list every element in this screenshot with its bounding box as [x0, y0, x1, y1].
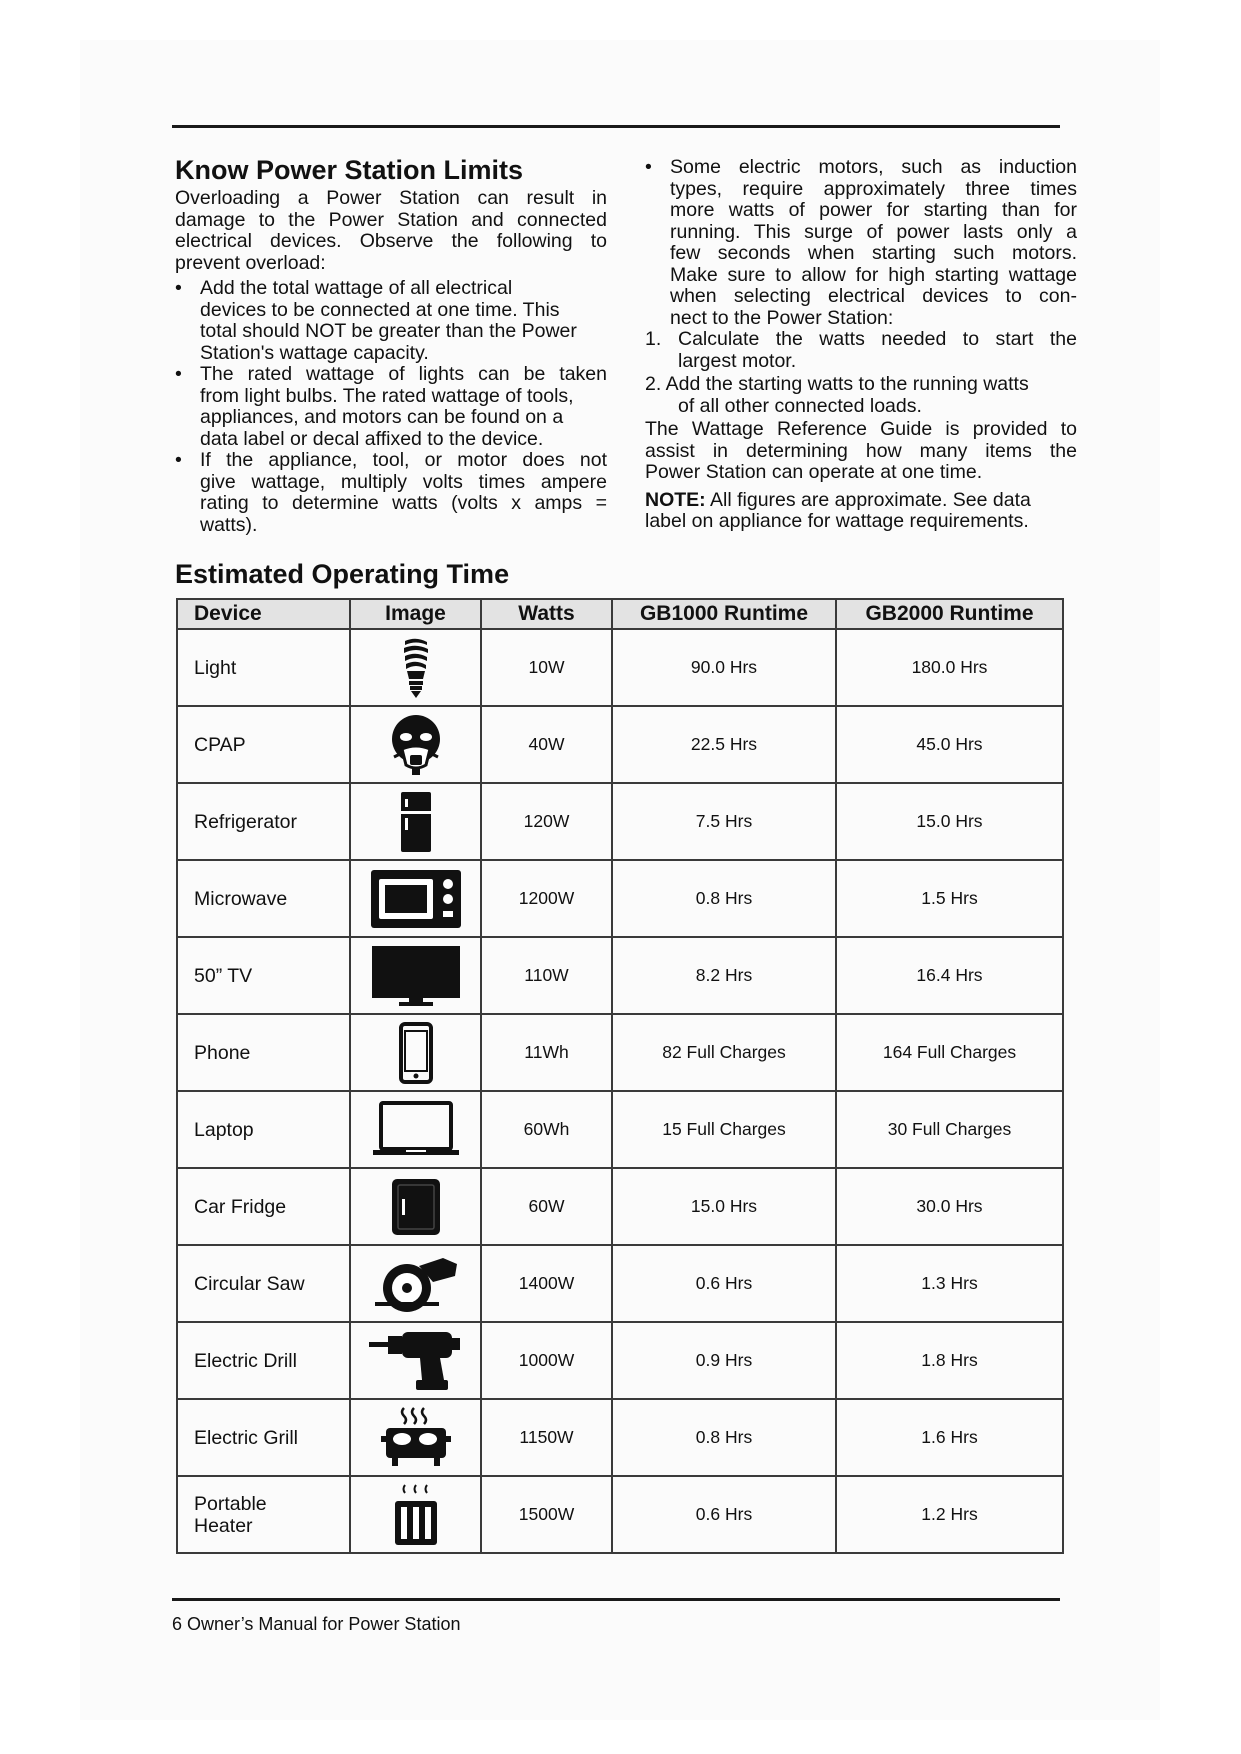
note-paragraph: [645, 490, 1077, 533]
text-line: The rated wattage of lights can be taken: [200, 363, 607, 385]
text-line: more watts of power for starting than for: [670, 199, 1077, 221]
device-image: [350, 1091, 481, 1168]
table-row: [177, 1245, 1063, 1322]
text-line: Make sure to allow for high starting wattage: [670, 263, 1077, 286]
car-fridge-icon: [390, 1177, 442, 1237]
text-line: All figures are approximate. See data: [705, 488, 1031, 511]
device-name: Refrigerator: [177, 783, 350, 860]
gb1000-runtime-cell: 0.8 Hrs: [612, 1399, 836, 1476]
table-row: [177, 706, 1063, 783]
text-line: Station's wattage capacity.: [200, 341, 429, 364]
table-row: [177, 860, 1063, 937]
watts-cell: 110W: [481, 937, 612, 1014]
watts-cell: 120W: [481, 783, 612, 860]
watts-cell: 10W: [481, 629, 612, 706]
table-row: [177, 1168, 1063, 1245]
table-row: [177, 1476, 1063, 1553]
device-image: [350, 1322, 481, 1399]
device-name: [177, 1476, 350, 1553]
text-line: from light bulbs. The rated wattage of tools,: [200, 384, 574, 407]
bullet-volts-times-amps: [175, 450, 607, 536]
gb2000-runtime-cell: 180.0 Hrs: [836, 629, 1063, 706]
table-header-row: [177, 599, 1063, 629]
device-name: Microwave: [177, 860, 350, 937]
step-number: 1.: [645, 328, 662, 350]
watts-cell: 1500W: [481, 1476, 612, 1553]
text-line: give wattage, multiply volts times ampere: [200, 470, 607, 493]
device-name: Circular Saw: [177, 1245, 350, 1322]
gb1000-runtime-cell: 0.9 Hrs: [612, 1322, 836, 1399]
table-row: [177, 1322, 1063, 1399]
gb1000-runtime-cell: 8.2 Hrs: [612, 937, 836, 1014]
right-text-column: [645, 157, 1077, 533]
page-footer: 6 Owner’s Manual for Power Station: [172, 1614, 461, 1634]
watts-cell: 60Wh: [481, 1091, 612, 1168]
device-name: Electric Grill: [177, 1399, 350, 1476]
guide-paragraph: [645, 419, 1077, 484]
text-line: when selecting electrical devices to con-: [670, 285, 1077, 307]
microwave-icon: [370, 869, 462, 929]
bullet-rated-wattage: [175, 364, 607, 450]
operating-time-heading: Estimated Operating Time: [175, 559, 510, 589]
column-header-device: Device: [177, 599, 350, 629]
text-line: appliances, and motors can be found on a: [200, 406, 564, 428]
text-line: prevent overload:: [175, 251, 326, 274]
bullet-electric-motors: [645, 157, 1077, 329]
text-line: Overloading a Power Station can result in: [175, 187, 607, 209]
device-name: Phone: [177, 1014, 350, 1091]
text-line: nect to the Power Station:: [670, 306, 894, 329]
gb1000-runtime-cell: 90.0 Hrs: [612, 629, 836, 706]
text-line: 2. Add the starting watts to the running watts: [645, 373, 1029, 395]
text-line: Calculate the watts needed to start the: [678, 328, 1077, 350]
table-row: [177, 629, 1063, 706]
text-line: few seconds when starting such motors.: [670, 242, 1077, 264]
text-line: Add the total wattage of all electrical: [200, 277, 513, 299]
gb2000-runtime-cell: 1.8 Hrs: [836, 1322, 1063, 1399]
text-line: watts).: [200, 513, 258, 536]
text-line: damage to the Power Station and connected: [175, 208, 607, 231]
device-image: [350, 937, 481, 1014]
watts-cell: 60W: [481, 1168, 612, 1245]
electric-grill-icon: [380, 1406, 452, 1470]
portable-heater-icon: [391, 1483, 441, 1547]
device-name: Light: [177, 629, 350, 706]
device-image: [350, 860, 481, 937]
device-image: [350, 629, 481, 706]
column-header-gb2000-runtime: GB2000 Runtime: [836, 599, 1063, 629]
gb1000-runtime-cell: 15 Full Charges: [612, 1091, 836, 1168]
watts-cell: 1150W: [481, 1399, 612, 1476]
phone-icon: [398, 1022, 434, 1084]
gb2000-runtime-cell: 1.5 Hrs: [836, 860, 1063, 937]
table-row: [177, 1399, 1063, 1476]
device-image: [350, 783, 481, 860]
intro-paragraph: [175, 188, 607, 274]
device-image: [350, 1476, 481, 1553]
text-line: label on appliance for wattage requirements.: [645, 510, 1029, 532]
text-line: Some electric motors, such as induction: [670, 156, 1077, 178]
device-name: CPAP: [177, 706, 350, 783]
left-text-column: [175, 188, 607, 536]
gb2000-runtime-cell: 45.0 Hrs: [836, 706, 1063, 783]
gb1000-runtime-cell: 22.5 Hrs: [612, 706, 836, 783]
gb2000-runtime-cell: 164 Full Charges: [836, 1014, 1063, 1091]
gb2000-runtime-cell: 30 Full Charges: [836, 1091, 1063, 1168]
bullet-marker: •: [645, 156, 652, 178]
text-line: devices to be connected at one time. This: [200, 298, 560, 321]
text-line: electrical devices. Observe the following to: [175, 230, 607, 252]
light-bulb-icon: [396, 637, 436, 699]
gb2000-runtime-cell: 1.3 Hrs: [836, 1245, 1063, 1322]
top-divider: [172, 125, 1060, 128]
device-name: Electric Drill: [177, 1322, 350, 1399]
device-name: Car Fridge: [177, 1168, 350, 1245]
runtime-table: [176, 598, 1064, 1554]
gb1000-runtime-cell: 0.6 Hrs: [612, 1245, 836, 1322]
cpap-mask-icon: [388, 713, 444, 777]
gb2000-runtime-cell: 15.0 Hrs: [836, 783, 1063, 860]
device-image: [350, 1245, 481, 1322]
gb1000-runtime-cell: 0.6 Hrs: [612, 1476, 836, 1553]
electric-drill-icon: [368, 1330, 464, 1392]
text-line: assist in determining how many items the: [645, 439, 1077, 462]
watts-cell: 11Wh: [481, 1014, 612, 1091]
device-image: [350, 1399, 481, 1476]
device-name: Laptop: [177, 1091, 350, 1168]
column-header-image: Image: [350, 599, 481, 629]
column-header-watts: Watts: [481, 599, 612, 629]
text-line: of all other connected loads.: [678, 394, 922, 417]
text-line: Power Station can operate at one time.: [645, 461, 983, 483]
watts-cell: 1400W: [481, 1245, 612, 1322]
gb2000-runtime-cell: 1.6 Hrs: [836, 1399, 1063, 1476]
gb2000-runtime-cell: 1.2 Hrs: [836, 1476, 1063, 1553]
text-line: running. This surge of power lasts only a: [670, 220, 1077, 243]
text-line: data label or decal affixed to the device.: [200, 427, 544, 450]
gb2000-runtime-cell: 30.0 Hrs: [836, 1168, 1063, 1245]
note-line: [645, 490, 1077, 512]
device-name: 50” TV: [177, 937, 350, 1014]
gb2000-runtime-cell: 16.4 Hrs: [836, 937, 1063, 1014]
gb1000-runtime-cell: 7.5 Hrs: [612, 783, 836, 860]
table-row: [177, 937, 1063, 1014]
text-line: rating to determine watts (volts x amps =: [200, 492, 607, 514]
watts-cell: 1200W: [481, 860, 612, 937]
bottom-divider: [172, 1598, 1060, 1601]
table-row: [177, 1091, 1063, 1168]
step-1: [645, 329, 1077, 372]
watts-cell: 40W: [481, 706, 612, 783]
watts-cell: 1000W: [481, 1322, 612, 1399]
table-row: [177, 1014, 1063, 1091]
bullet-marker: •: [175, 363, 182, 385]
bullet-marker: •: [175, 449, 182, 471]
text-line: The Wattage Reference Guide is provided to: [645, 418, 1077, 440]
text-line: If the appliance, tool, or motor does not: [200, 449, 607, 471]
text-line: types, require approximately three times: [670, 177, 1077, 200]
table-row: [177, 783, 1063, 860]
device-name-text: Portable Heater: [194, 1492, 267, 1537]
refrigerator-icon: [397, 791, 435, 853]
gb1000-runtime-cell: 15.0 Hrs: [612, 1168, 836, 1245]
step-2: [645, 374, 1077, 417]
device-image: [350, 706, 481, 783]
bullet-add-wattage: [175, 278, 607, 364]
know-limits-heading: Know Power Station Limits: [175, 155, 524, 185]
text-line: total should NOT be greater than the Power: [200, 320, 577, 342]
text-line: largest motor.: [678, 349, 797, 372]
note-label: NOTE:: [645, 488, 706, 511]
tv-icon: [371, 945, 461, 1007]
column-header-gb1000-runtime: GB1000 Runtime: [612, 599, 836, 629]
gb1000-runtime-cell: 0.8 Hrs: [612, 860, 836, 937]
gb1000-runtime-cell: 82 Full Charges: [612, 1014, 836, 1091]
device-image: [350, 1168, 481, 1245]
laptop-icon: [372, 1100, 460, 1160]
bullet-marker: •: [175, 277, 182, 299]
device-image: [350, 1014, 481, 1091]
circular-saw-icon: [371, 1254, 461, 1314]
